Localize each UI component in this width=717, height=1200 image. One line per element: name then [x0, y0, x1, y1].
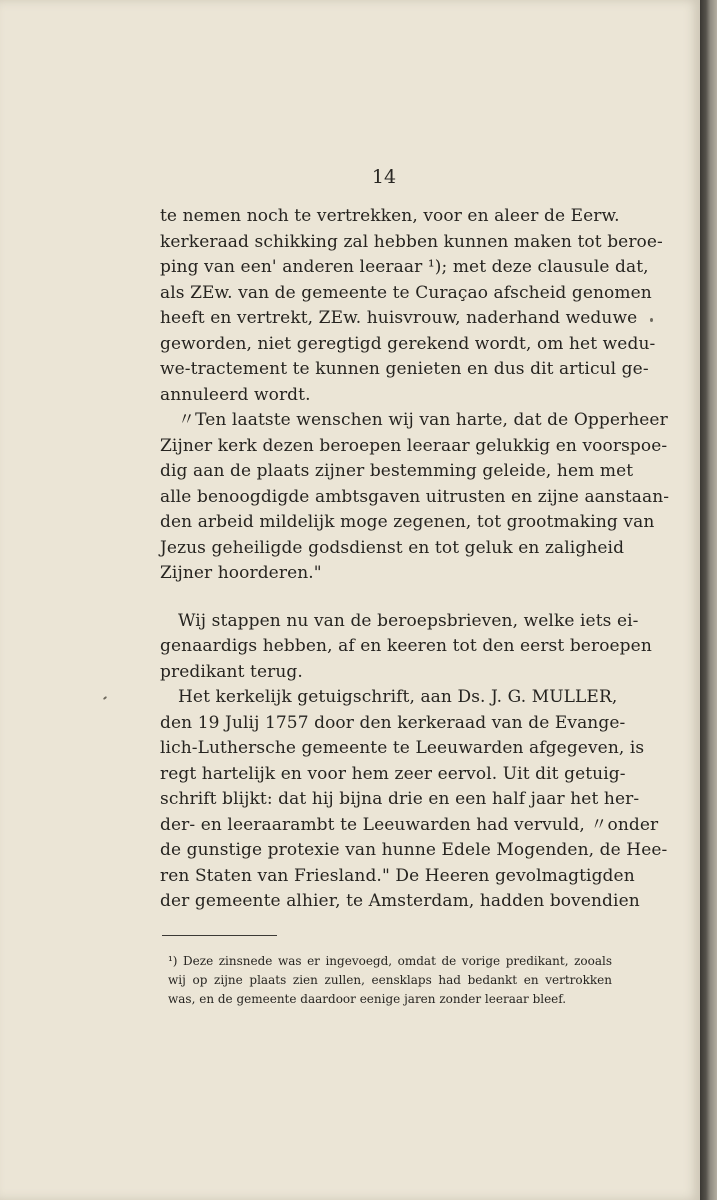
text-line: dig aan de plaats zijner bestemming geleide, hem met — [160, 461, 634, 481]
text-line: Zijner kerk dezen beroepen leeraar gelukkig en voorspoe- — [160, 435, 668, 456]
text-line: de gunstige protexie van hunne Edele Mogenden, de Hee- — [160, 840, 668, 860]
text-line: ping van een' anderen leeraar ¹); met deze clausule dat, — [160, 257, 649, 277]
footnote-divider — [162, 935, 277, 936]
text-line: annuleerd wordt. — [160, 384, 311, 405]
footnote-line: wij op zijne plaats zien zullen, eensklaps had bedankt en vertrokken — [168, 973, 612, 987]
text-line: als ZEw. van de gemeente te Curaçao afscheid genomen — [160, 282, 652, 303]
text-line: Wij stappen nu van de beroepsbrieven, welke iets ei- — [178, 610, 639, 631]
page-edge — [700, 0, 717, 1200]
text-line: Zijner hoorderen." — [160, 563, 322, 583]
footnote — [168, 952, 612, 1009]
text-line: Jezus geheiligde godsdienst en tot geluk en zaligheid — [160, 537, 625, 558]
paper-speck — [103, 696, 107, 700]
text-line: den 19 Julij 1757 door den kerkeraad van de Evange- — [160, 712, 626, 733]
text-line: te nemen noch te vertrekken, voor en aleer de Eerw. — [160, 206, 620, 226]
footnote-line: ¹) Deze zinsnede was er ingevoegd, omdat de vorige predikant, zooals — [168, 954, 612, 968]
text-line: lich-Luthersche gemeente te Leeuwarden afgegeven, is — [160, 738, 645, 758]
text-line: heeft en vertrekt, ZEw. huisvrouw, naderhand weduwe — [160, 308, 638, 328]
text-line: kerkeraad schikking zal hebben kunnen maken tot beroe- — [160, 231, 663, 252]
text-line: we-tractement te kunnen genieten en dus dit articul ge- — [160, 359, 649, 379]
text-line: alle benoogdigde ambtsgaven uitrusten en zijne aanstaan- — [160, 486, 670, 507]
text-line: ren Staten van Friesland." De Heeren gevolmagtigden — [160, 865, 635, 886]
text-line: der- en leeraarambt te Leeuwarden had vervuld, 〃onder — [160, 814, 659, 835]
text-line: Het kerkelijk getuigschrift, aan Ds. J. G. MULLER, — [178, 687, 618, 707]
text-line: geworden, niet geregtigd gerekend wordt, om het wedu- — [160, 333, 656, 354]
paper-speck — [650, 318, 653, 322]
body-text — [160, 204, 670, 915]
text-line: schrift blijkt: dat hij bijna drie en een half jaar het her- — [160, 789, 640, 809]
text-line: genaardigs hebben, af en keeren tot den eerst beroepen — [160, 636, 652, 656]
text-line: regt hartelijk en voor hem zeer eervol. Uit dit getuig- — [160, 763, 626, 784]
text-line: 〃Ten laatste wenschen wij van harte, dat de Opperheer — [178, 410, 668, 430]
page-number: 14 — [371, 166, 397, 188]
text-line: predikant terug. — [160, 661, 303, 682]
text-line: der gemeente alhier, te Amsterdam, hadden bovendien — [160, 891, 640, 911]
paragraph-gap — [160, 587, 612, 609]
footnote-line: was, en de gemeente daardoor eenige jaren zonder leeraar bleef. — [168, 992, 567, 1006]
text-line: den arbeid mildelijk moge zegenen, tot grootmaking van — [160, 512, 655, 532]
